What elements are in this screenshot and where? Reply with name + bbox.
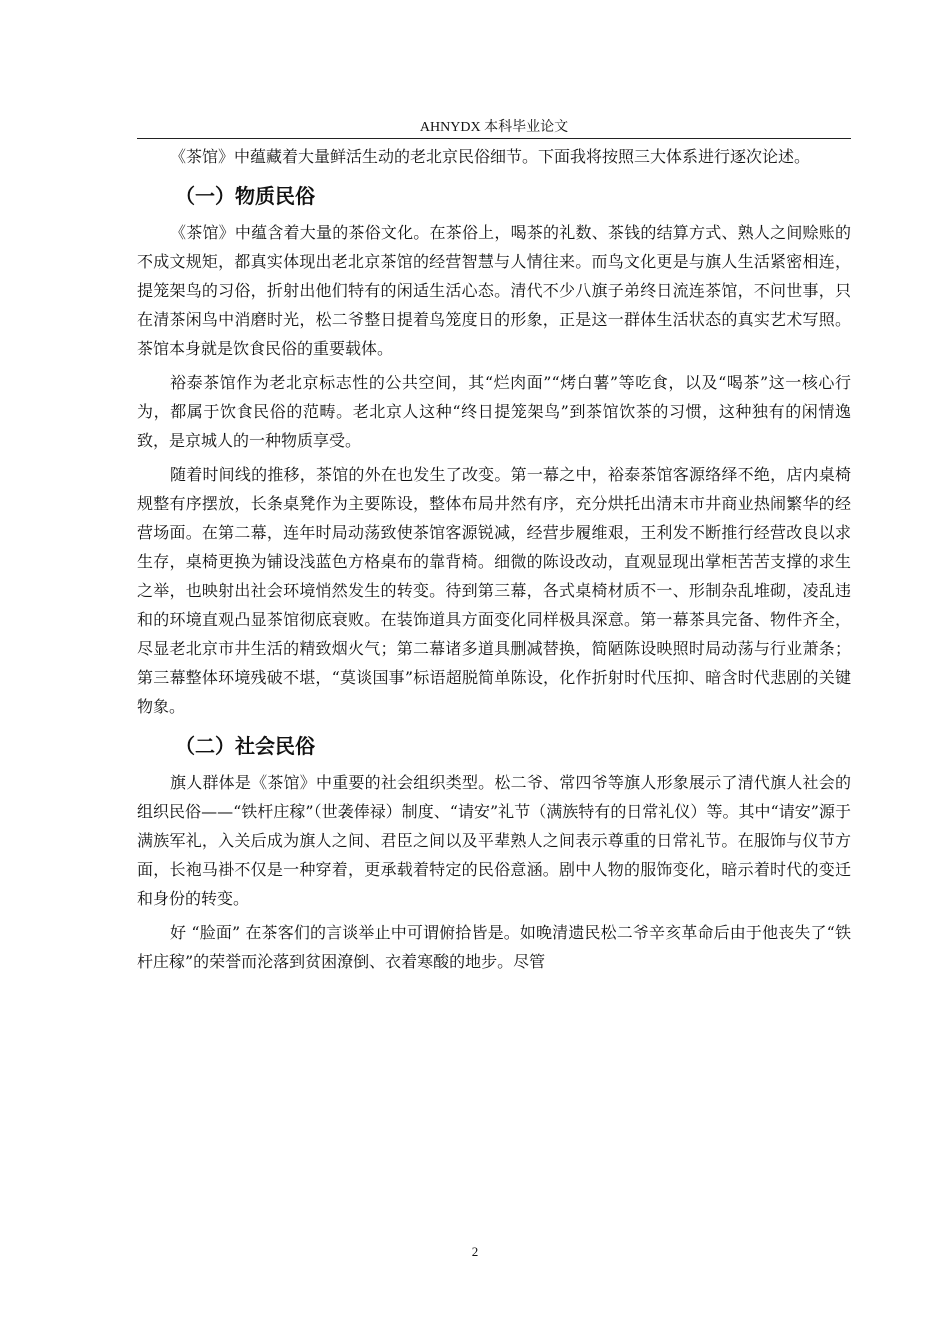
body-paragraph: 裕泰茶馆作为老北京标志性的公共空间，其“烂肉面”“烤白薯”等吃食，以及“喝茶”这一核心行为，都属于饮食民俗的范畴。老北京人这种“终日提笼架鸟”到茶馆饮茶的习惯，这种独有的闲情逸致，是京城人的一种物质享受。 (137, 373, 851, 450)
body-paragraph: 好 “脸面” 在茶客们的言谈举止中可谓俯拾皆是。如晚清遗民松二爷辛亥革命后由于他丧失了“铁杆庄稼”的荣誉而沦落到贫困潦倒、衣着寒酸的地步。尽管 (137, 923, 851, 971)
body-paragraph: 《茶馆》中蕴含着大量的茶俗文化。在茶俗上，喝茶的礼数、茶钱的结算方式、熟人之间赊账的不成文规矩，都真实体现出老北京茶馆的经营智慧与人情往来。而鸟文化更是与旗人生活紧密相连，提笼架鸟的习俗，折射出他们特有的闲适生活心态。清代不少八旗子弟终日流连茶馆，不问世事，只在清茶闲鸟中消磨时光，松二爷整日提着鸟笼度日的形象，正是这一群体生活状态的真实艺术写照。茶馆本身就是饮食民俗的重要载体。 (137, 223, 851, 358)
body-paragraph: 随着时间线的推移，茶馆的外在也发生了改变。第一幕之中，裕泰茶馆客源络绎不绝，店内桌椅规整有序摆放，长条桌凳作为主要陈设，整体布局井然有序，充分烘托出清末市井商业热闹繁华的经营场面。在第二幕，连年时局动荡致使茶馆客源锐减，经营步履维艰，王利发不断推行经营改良以求生存，桌椅更换为铺设浅蓝色方格桌布的靠背椅。细微的陈设改动，直观显现出掌柜苦苦支撑的求生之举，也映射出社会环境悄然发生的转变。待到第三幕，各式桌椅材质不一、形制杂乱堆砌，凌乱违和的环境直观凸显茶馆彻底衰败。在装饰道具方面变化同样极具深意。第一幕茶具完备、物件齐全，尽显老北京市井生活的精致烟火气；第二幕诸多道具删减替换，简陋陈设映照时局动荡与行业萧条；第三幕整体环境残破不堪，“莫谈国事”标语超脱简单陈设，化作折射时代压抑、暗含时代悲剧的关键物象。 (137, 465, 851, 716)
body-paragraph: 旗人群体是《茶馆》中重要的社会组织类型。松二爷、常四爷等旗人形象展示了清代旗人社会的组织民俗——“铁杆庄稼”（世袭俸禄）制度、“请安”礼节（满族特有的日常礼仪）等。其中“请安”源于满族军礼，入关后成为旗人之间、君臣之间以及平辈熟人之间表示尊重的日常礼节。在服饰与仪节方面，长袍马褂不仅是一种穿着，更承载着特定的民俗意涵。剧中人物的服饰变化，暗示着时代的变迁和身份的转变。 (137, 773, 851, 908)
section-heading-material (137, 179, 851, 213)
page-number: 2 (471, 1244, 479, 1259)
intro-paragraph: 《茶馆》中蕴藏着大量鲜活生动的老北京民俗细节。下面我将按照三大体系进行逐次论述。 (170, 147, 811, 166)
section-title: （二）社会民俗 (175, 734, 315, 758)
section-heading-social (137, 729, 851, 763)
page-body (137, 142, 851, 976)
header-divider (137, 138, 851, 139)
running-header: AHNYDX 本科毕业论文 (419, 120, 569, 135)
section-title: （一）物质民俗 (175, 184, 315, 208)
